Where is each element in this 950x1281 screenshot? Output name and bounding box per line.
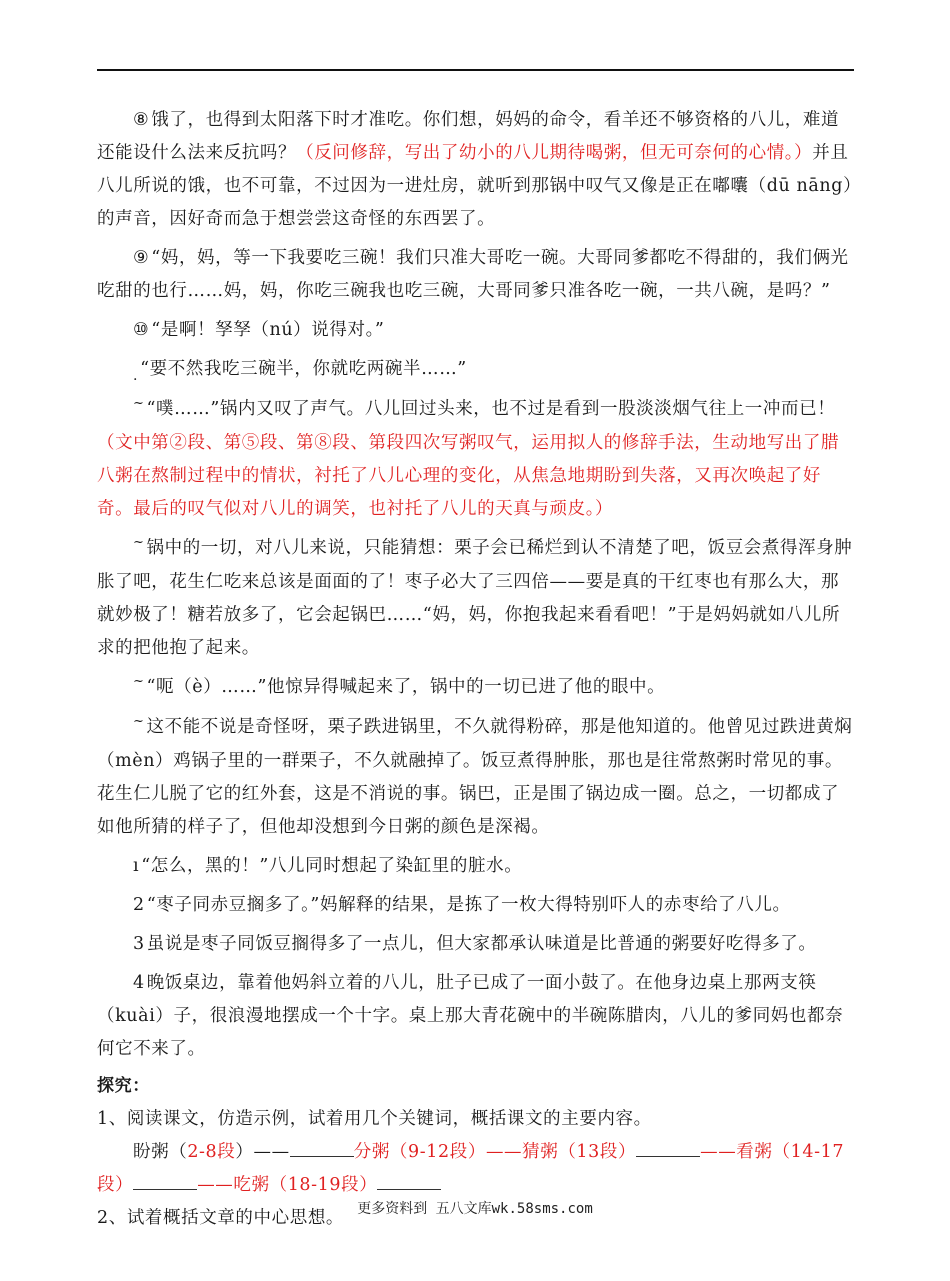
body-text: “怎么，黑的！”八儿同时想起了染缸里的脏水。 bbox=[141, 856, 523, 876]
paragraph-p10 bbox=[97, 314, 857, 347]
paragraph-list bbox=[97, 104, 857, 1066]
annotation-text: （文中第②段、第⑤段、第⑧段、第段四次写粥叹气，运用拟人的修辞手法，生动地写出了腊八粥在熬制过程中的情状，衬托了八儿心理的变化，从焦急地期盼到失落，又再次唤起了好奇。最后的叹气似对八儿的调笑，也衬托了八儿的天真与顽皮。） bbox=[97, 433, 840, 519]
margin-mark: ~ bbox=[133, 714, 145, 729]
margin-mark: ~ bbox=[133, 674, 145, 689]
body-text: 并且八儿所说的饿，也不可靠，不过因为一进灶房，就听到那锅中叹气又像是正在嘟囔（dū nāng）的声音，因好奇而急于想尝尝这奇怪的东西罢了。 bbox=[97, 143, 853, 229]
answer-part: ）—— bbox=[235, 1142, 290, 1162]
paragraph-p13 bbox=[97, 532, 857, 665]
answer-1 bbox=[97, 1136, 857, 1202]
paragraph-number: ⑧ bbox=[133, 110, 150, 130]
explore-heading: 探究： bbox=[97, 1076, 150, 1096]
body-text: 这不能不说是奇怪呀，栗子跌进锅里，不久就得粉碎，那是他知道的。他曾见过跌进黄焖（mèn）鸡锅子里的一群栗子，不久就融掉了。饭豆煮得肿胀，那也是往常熬粥时常见的事。花生仁儿脱了它的红外套，这是不消说的事。锅巴，正是围了锅边成一圈。总之，一切都成了如他所猜的样子了，但他却没想到今日粥的颜色是深褐。 bbox=[97, 717, 853, 837]
paragraph-p11 bbox=[97, 353, 857, 387]
paragraph-number: ⑩ bbox=[133, 320, 150, 340]
paragraph-number: ı bbox=[133, 856, 140, 876]
blank-line bbox=[636, 1138, 700, 1157]
paragraph-p17 bbox=[97, 889, 857, 922]
header-rule bbox=[97, 69, 854, 71]
paragraph-p19 bbox=[97, 967, 857, 1066]
body-text: “枣子同赤豆搁多了。”妈解释的结果，是拣了一枚大得特别吓人的赤枣给了八儿。 bbox=[146, 895, 791, 915]
margin-mark: ~ bbox=[133, 535, 145, 550]
paragraph-p14 bbox=[97, 671, 857, 705]
paragraph-p16 bbox=[97, 850, 857, 883]
annotation-text: （反问修辞，写出了幼小的八儿期待喝粥，但无可奈何的心情。） bbox=[296, 143, 813, 163]
paragraph-number: 2 bbox=[133, 895, 145, 915]
margin-mark: ~ bbox=[133, 396, 145, 411]
paragraph-number: 3 bbox=[133, 934, 145, 954]
paragraph-number: ⑨ bbox=[133, 248, 150, 268]
margin-mark: . bbox=[133, 368, 139, 384]
paragraph-p15 bbox=[97, 711, 857, 844]
paragraph-p8 bbox=[97, 104, 857, 236]
body-text: “呃（è）……”他惊异得喊起来了，锅中的一切已进了他的眼中。 bbox=[146, 677, 666, 697]
question-1: 1、阅读课文，仿造示例，试着用几个关键词，概括课文的主要内容。 bbox=[97, 1109, 652, 1129]
paragraph-p18 bbox=[97, 928, 857, 961]
blank-line bbox=[290, 1138, 354, 1157]
document-body bbox=[97, 98, 857, 1235]
answer-part: ——看粥（14-17段） bbox=[97, 1142, 845, 1195]
question-2: 2、试着概括文章的中心思想。 bbox=[97, 1208, 345, 1228]
footer-text: 更多资料到 五八文库wk.58sms.com bbox=[357, 1201, 593, 1217]
answer-part: ——猜粥（13段） bbox=[485, 1142, 637, 1162]
paragraph-number: 4 bbox=[133, 973, 145, 993]
body-text: “噗……”锅内又叹了声气。八儿回过头来，也不过是看到一股淡淡烟气往上一冲而已！ bbox=[146, 399, 836, 419]
answer-part: ——吃粥（18-19段） bbox=[197, 1175, 378, 1195]
body-text: 饿了，也得到太阳落下时才准吃。你们想，妈妈的命令，看羊还不够资格的八儿，难道还能设什么法来反抗吗？ bbox=[97, 110, 840, 163]
body-text: 晚饭桌边，靠着他妈斜立着的八儿，肚子已成了一面小鼓了。在他身边桌上那两支筷（kuài）子，很浪漫地摆成一个十字。桌上那大青花碗中的半碗陈腊肉，八儿的爹同妈也都奈何它不来了。 bbox=[97, 973, 844, 1059]
answer-part: 2-8段 bbox=[187, 1142, 236, 1162]
body-text: 锅中的一切，对八儿来说，只能猜想：栗子会已稀烂到认不清楚了吧，饭豆会煮得浑身肿胀了吧，花生仁吃来总该是面面的了！枣子必大了三四倍——要是真的干红枣也有那么大，那就妙极了！糖若放多了，它会起锅巴……“妈，妈，你抱我起来看看吧！”于是妈妈就如八儿所求的把他抱了起来。 bbox=[97, 538, 853, 658]
body-text: “妈，妈，等一下我要吃三碗！我们只准大哥吃一碗。大哥同爹都吃不得甜的，我们俩光吃甜的也行……妈，妈，你吃三碗我也吃三碗，大哥同爹只准各吃一碗，一共八碗，是吗？” bbox=[97, 248, 849, 301]
body-text: “要不然我吃三碗半，你就吃两碗半……” bbox=[140, 359, 467, 379]
answer-part: 分粥（9-12段） bbox=[353, 1142, 486, 1162]
blank-line bbox=[133, 1171, 197, 1190]
paragraph-p12note bbox=[97, 427, 857, 526]
paragraph-p9 bbox=[97, 242, 857, 308]
paragraph-p12 bbox=[97, 393, 857, 427]
answer-part: 盼粥（ bbox=[133, 1142, 188, 1162]
body-text: 虽说是枣子同饭豆搁得多了一点儿，但大家都承认味道是比普通的粥要好吃得多了。 bbox=[146, 934, 817, 954]
blank-line bbox=[377, 1171, 441, 1190]
body-text: “是啊！孥孥（nú）说得对。” bbox=[151, 320, 385, 340]
